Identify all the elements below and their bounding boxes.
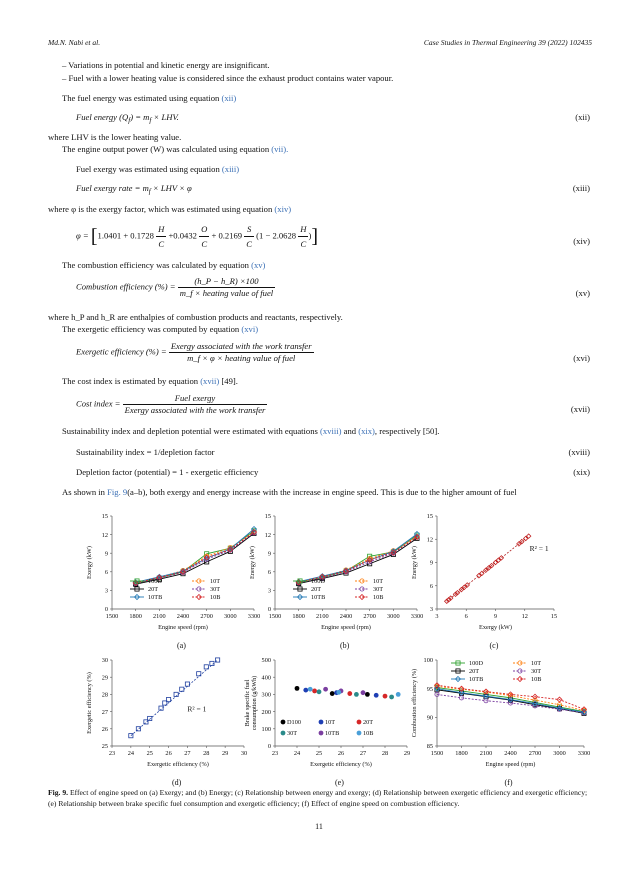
y-tick-label: 9 xyxy=(429,559,433,567)
text: (a–b), both exergy and energy increase with the increase in engine speed. This is due to the higher amount of fuel xyxy=(127,487,517,497)
paragraph xyxy=(48,204,291,215)
equation-link[interactable]: (vii). xyxy=(271,144,289,154)
text: , respectively [50]. xyxy=(374,426,440,436)
legend-label: 10B xyxy=(531,676,542,684)
equation-xvi xyxy=(76,341,314,364)
panel-label: (e) xyxy=(335,778,344,787)
fraction xyxy=(178,276,275,299)
data-point-10TB xyxy=(323,687,328,692)
numerator: (h_P − h_R) ×100 xyxy=(178,276,275,288)
y-tick-label: 3 xyxy=(267,587,271,595)
x-axis-label: Engine speed (rpm) xyxy=(158,624,208,631)
figure-caption xyxy=(48,788,593,809)
fraction xyxy=(244,222,254,251)
equation-number: (xix) xyxy=(573,467,590,477)
denominator: m_f × φ × heating value of fuel xyxy=(187,353,296,363)
data-point-20T xyxy=(347,691,352,696)
chart-panel-d xyxy=(80,652,250,785)
legend-label: 10T xyxy=(210,578,221,586)
equation-number: (xiv) xyxy=(573,236,590,246)
numerator: S xyxy=(244,222,254,237)
x-tick-label: 1500 xyxy=(268,613,282,620)
y-tick-label: 28 xyxy=(101,691,108,699)
series-line-10T xyxy=(136,532,254,586)
y-tick-label: 0 xyxy=(104,606,108,614)
paragraph xyxy=(62,487,517,498)
x-tick-label: 2100 xyxy=(479,750,493,757)
y-axis-label: Combustion efficiency (%) xyxy=(411,668,418,738)
numerator: O xyxy=(199,222,209,237)
panel-label: (a) xyxy=(177,641,186,650)
panel-label: (f) xyxy=(504,778,513,787)
equation-link[interactable]: (xviii) xyxy=(320,426,342,436)
equation-link[interactable]: (xiii) xyxy=(221,164,240,174)
equation-link[interactable]: (xix) xyxy=(358,426,375,436)
x-tick-label: 3300 xyxy=(247,613,261,620)
eq-text: + 0.2169 xyxy=(209,230,245,241)
equation-xiii xyxy=(76,183,192,198)
data-point-30T xyxy=(317,689,322,694)
y-tick-label: 12 xyxy=(426,536,433,544)
legend-label: 100D xyxy=(148,578,162,586)
y-tick-label: 26 xyxy=(101,726,108,733)
equation-xv xyxy=(76,276,275,299)
paragraph xyxy=(62,426,439,437)
legend-label: 100D xyxy=(311,578,325,586)
chart-f xyxy=(405,652,590,780)
chart-panel-b xyxy=(243,508,423,648)
numerator: Fuel exergy xyxy=(123,393,268,405)
eq-text: Cost index = xyxy=(76,398,123,409)
paragraph xyxy=(62,376,238,387)
equation-number: (xii) xyxy=(575,112,590,122)
y-tick-label: 400 xyxy=(261,674,271,682)
x-tick-label: 23 xyxy=(271,750,279,757)
y-tick-label: 90 xyxy=(426,714,433,722)
x-tick-label: 1500 xyxy=(105,613,119,620)
x-tick-label: 30 xyxy=(240,750,248,757)
denominator: C xyxy=(158,239,165,249)
data-point-D100 xyxy=(330,691,335,696)
x-tick-label: 3 xyxy=(435,613,439,620)
y-tick-label: 12 xyxy=(264,531,271,539)
figure-link[interactable]: Fig. 9 xyxy=(107,487,128,497)
x-tick-label: 1800 xyxy=(129,613,142,620)
legend-label: 30T xyxy=(373,586,384,594)
equation-link[interactable]: (xvii) xyxy=(200,376,220,386)
fraction xyxy=(298,222,308,251)
series-line-20T xyxy=(136,533,254,584)
fraction xyxy=(169,341,314,364)
chart-panel-c xyxy=(405,508,560,648)
data-point-D100 xyxy=(365,692,370,697)
x-tick-label: 12 xyxy=(521,613,528,620)
data-point-10T xyxy=(303,688,308,693)
panel-label: (d) xyxy=(172,778,182,787)
chart-a xyxy=(80,508,260,643)
x-tick-label: 24 xyxy=(127,750,135,757)
data-point-D100 xyxy=(295,686,300,691)
y-tick-label: 100 xyxy=(423,657,433,665)
x-tick-label: 29 xyxy=(403,750,411,757)
text: The engine output power (W) was calculated using equation xyxy=(62,144,272,154)
series-line-10B xyxy=(136,532,254,586)
y-tick-label: 15 xyxy=(264,513,271,521)
eq-text: Fuel energy (Q xyxy=(76,112,129,122)
equation-link[interactable]: (xii) xyxy=(221,93,237,103)
x-tick-label: 3000 xyxy=(553,750,566,757)
paragraph xyxy=(62,324,258,335)
x-tick-label: 2700 xyxy=(363,613,376,620)
data-point-10B xyxy=(396,692,401,697)
x-tick-label: 3000 xyxy=(387,613,400,620)
y-tick-label: 85 xyxy=(426,743,433,751)
panel-label: (b) xyxy=(340,641,350,650)
x-tick-label: 2100 xyxy=(316,613,329,620)
legend-label: 20T xyxy=(469,668,480,676)
denominator: Exergy associated with the work transfer xyxy=(124,405,266,415)
numerator: H xyxy=(298,222,308,237)
legend-marker xyxy=(357,720,362,725)
y-axis-label-line: consumption (g/kWh) xyxy=(251,675,258,731)
legend-label: 30T xyxy=(287,730,298,738)
data-point xyxy=(180,687,184,691)
equation-link[interactable]: (xvi) xyxy=(241,324,259,334)
chart-e xyxy=(240,652,413,780)
x-axis-label: Engine speed (rpm) xyxy=(485,761,536,768)
y-tick-label: 30 xyxy=(101,657,108,665)
legend-label: 20T xyxy=(363,719,374,727)
series-line-10TB xyxy=(299,534,417,582)
denominator: m_f × heating value of fuel xyxy=(179,288,274,298)
panel-label: (c) xyxy=(489,641,499,650)
equation-xii xyxy=(76,112,179,127)
x-tick-label: 2400 xyxy=(504,750,517,757)
series-line-10T xyxy=(299,536,417,582)
text: The fuel energy was estimated using equation xyxy=(62,93,222,103)
legend-marker xyxy=(281,731,286,736)
text: As shown in xyxy=(62,487,108,497)
eq-text: (1 − 2.0628 xyxy=(256,230,299,241)
x-tick-label: 27 xyxy=(184,750,191,757)
eq-text: ) xyxy=(308,230,312,241)
x-tick-label: 27 xyxy=(359,750,367,757)
chart-panel-a xyxy=(80,508,260,648)
data-point-10TB xyxy=(361,690,366,695)
series-line-100D xyxy=(136,531,254,584)
paragraph: where h_P and h_R are enthalpies of combustion products and reactants, respectively. xyxy=(48,312,343,322)
paragraph xyxy=(76,164,239,175)
chart-b xyxy=(243,508,423,643)
citation: [49]. xyxy=(219,376,238,386)
y-tick-label: 15 xyxy=(101,513,108,521)
paragraph: where LHV is the lower heating value. xyxy=(48,132,182,142)
x-tick-label: 3300 xyxy=(410,613,424,620)
eq-sub: f xyxy=(148,187,151,196)
denominator: C xyxy=(300,239,307,249)
legend-label: 10B xyxy=(363,730,374,738)
y-tick-label: 6 xyxy=(429,582,433,590)
x-tick-label: 1800 xyxy=(292,613,305,620)
eq-text: × LHV × φ xyxy=(150,183,192,193)
legend-label: 10TB xyxy=(469,676,484,684)
eq-sub: f xyxy=(149,116,152,125)
x-tick-label: 3000 xyxy=(224,613,237,620)
y-tick-label: 0 xyxy=(267,743,271,751)
x-axis-label: Engine speed (rpm) xyxy=(321,624,371,631)
y-tick-label: 500 xyxy=(261,657,271,665)
legend-label: 10TB xyxy=(148,594,163,602)
legend-label: 10T xyxy=(373,578,384,586)
x-tick-label: 25 xyxy=(146,750,153,757)
legend-label: 10T xyxy=(531,660,542,668)
x-tick-label: 28 xyxy=(381,750,389,757)
data-point-10B xyxy=(308,687,313,692)
paragraph xyxy=(62,144,288,155)
chart-panel-f xyxy=(405,652,590,785)
bullet-item: – Variations in potential and kinetic energy are insignificant. xyxy=(62,60,270,70)
series-line-30T xyxy=(299,537,417,586)
x-axis-label: Exergetic efficiency (%) xyxy=(310,761,372,768)
equation-xvii xyxy=(76,393,267,416)
series-line-100D xyxy=(299,535,417,586)
x-tick-label: 1800 xyxy=(455,750,468,757)
x-tick-label: 23 xyxy=(108,750,116,757)
data-point-20T xyxy=(383,694,388,699)
legend-label: 10B xyxy=(210,594,221,602)
fraction xyxy=(123,393,268,416)
data-point-10T xyxy=(374,693,379,698)
y-tick-label: 25 xyxy=(101,743,108,751)
paragraph xyxy=(62,260,265,271)
eq-text: Combustion efficiency (%) = xyxy=(76,281,178,292)
y-tick-label: 9 xyxy=(104,550,108,558)
equation-number: (xiii) xyxy=(572,183,590,193)
eq-text: φ = xyxy=(76,230,91,241)
eq-text: 1.0401 + 0.1728 xyxy=(97,230,157,241)
equation-xix: Depletion factor (potential) = 1 - exergetic efficiency xyxy=(76,467,259,477)
eq-text: Exergetic efficiency (%) = xyxy=(76,346,169,357)
legend-marker xyxy=(319,731,324,736)
y-tick-label: 3 xyxy=(104,587,108,595)
legend-marker xyxy=(281,720,286,725)
y-tick-label: 27 xyxy=(101,708,108,716)
eq-text: × LHV. xyxy=(151,112,179,122)
x-tick-label: 29 xyxy=(221,750,229,757)
series-line-20T xyxy=(299,538,417,586)
legend-label: 10TB xyxy=(325,730,340,738)
text: where φ is the exergy factor, which was estimated using equation xyxy=(48,204,275,214)
x-tick-label: 2400 xyxy=(176,613,190,620)
data-point xyxy=(129,734,133,738)
y-tick-label: 300 xyxy=(261,691,271,699)
y-axis-label: Exergy (kW) xyxy=(86,546,93,579)
legend-label: 30T xyxy=(531,668,542,676)
text: Sustainability index and depletion potential were estimated with equations xyxy=(62,426,320,436)
caption-label: Fig. 9. xyxy=(48,788,69,797)
eq-text: Fuel exergy rate = m xyxy=(76,183,149,193)
chart-d xyxy=(80,652,250,780)
text: The cost index is estimated by equation xyxy=(62,376,201,386)
running-header-authors: Md.N. Nabi et al. xyxy=(48,38,101,47)
equation-number: (xvii) xyxy=(570,404,590,414)
x-tick-label: 1500 xyxy=(430,750,444,757)
x-axis-label: Exergy (kW) xyxy=(479,624,512,631)
legend-label: 20T xyxy=(311,586,322,594)
series-line-10TB xyxy=(136,529,254,582)
x-tick-label: 26 xyxy=(165,750,172,757)
y-tick-label: 29 xyxy=(101,674,108,682)
y-tick-label: 95 xyxy=(426,685,433,693)
y-tick-label: 9 xyxy=(267,550,271,558)
x-tick-label: 6 xyxy=(464,613,468,620)
x-tick-label: 2100 xyxy=(153,613,166,620)
data-point-30T xyxy=(389,695,394,700)
x-tick-label: 2700 xyxy=(200,613,213,620)
legend-label: 20T xyxy=(148,586,159,594)
x-tick-label: 25 xyxy=(315,750,323,757)
equation-xviii: Sustainability index = 1/depletion factor xyxy=(76,447,215,457)
y-tick-label: 15 xyxy=(426,513,433,521)
fraction xyxy=(199,222,209,251)
page-number: 11 xyxy=(315,822,323,831)
chart-panel-e xyxy=(240,652,413,785)
running-header-journal: Case Studies in Thermal Engineering 39 (2022) 102435 xyxy=(423,38,592,47)
numerator: Exergy associated with the work transfer xyxy=(170,341,312,351)
bracket-close-icon: ] xyxy=(311,225,318,248)
text: The exergetic efficiency was computed by equation xyxy=(62,324,242,334)
equation-number: (xviii) xyxy=(568,447,590,457)
numerator: H xyxy=(156,222,166,237)
data-point-20T xyxy=(312,689,317,694)
x-tick-label: 9 xyxy=(493,613,498,620)
x-tick-label: 2700 xyxy=(528,750,542,757)
fraction xyxy=(156,222,166,251)
r-squared-annotation: R² = 1 xyxy=(187,704,207,714)
data-point-10B xyxy=(336,690,341,695)
denominator: C xyxy=(246,239,252,249)
x-tick-label: 2400 xyxy=(339,613,353,620)
chart-c xyxy=(405,508,560,643)
x-axis-label: Exergetic efficiency (%) xyxy=(147,761,209,768)
text: Fuel exergy was estimated using equation xyxy=(76,164,222,174)
caption-text: Effect of engine speed on (a) Exergy; and (b) Energy; (c) Relationship between energy and exergy; (d) Relationship between exergetic efficiency and exergetic efficiency; (e) Relationship between brake specific fuel consumption and exergetic efficiency; (f) Effect of engine speed on combustion efficiency. xyxy=(48,788,588,808)
equation-number: (xvi) xyxy=(573,353,590,363)
bullet-item: – Fuel with a lower heating value is considered since the exhaust product contains water vapour. xyxy=(62,73,394,83)
eq-text: ) = m xyxy=(130,112,150,122)
legend-label: 100D xyxy=(469,660,483,668)
r-squared-annotation: R² = 1 xyxy=(529,543,549,553)
y-tick-label: 3 xyxy=(429,606,433,614)
series-line-30T xyxy=(136,533,254,584)
paragraph xyxy=(62,93,236,104)
x-tick-label: 28 xyxy=(203,750,210,757)
x-tick-label: 24 xyxy=(293,750,301,757)
y-axis-label: Energy (kW) xyxy=(411,546,418,579)
equation-number: (xv) xyxy=(575,288,590,298)
data-point xyxy=(185,682,189,686)
legend-label: D100 xyxy=(287,719,301,727)
legend-marker xyxy=(319,720,324,725)
x-tick-label: 3300 xyxy=(577,750,591,757)
y-tick-label: 200 xyxy=(261,708,271,716)
eq-text: +0.0432 xyxy=(166,230,200,241)
y-axis-label xyxy=(244,676,258,730)
data-point-30T xyxy=(354,692,359,697)
y-axis-label: Exergetic efficiency (%) xyxy=(86,672,93,734)
y-axis-label: Energy (kW) xyxy=(249,546,256,579)
y-tick-label: 100 xyxy=(261,726,271,733)
equation-link[interactable]: (xv) xyxy=(251,260,266,270)
x-tick-label: 15 xyxy=(550,613,558,620)
legend-label: 10B xyxy=(373,594,384,602)
y-tick-label: 12 xyxy=(101,531,108,539)
legend-label: 10T xyxy=(325,719,336,727)
series-line-10B xyxy=(299,537,417,582)
legend-marker xyxy=(357,731,362,736)
denominator: C xyxy=(201,239,208,249)
equation-xiv xyxy=(76,222,318,251)
equation-link[interactable]: (xiv) xyxy=(274,204,292,214)
eq-sub: f xyxy=(128,116,131,125)
x-tick-label: 26 xyxy=(337,750,345,757)
bracket-open-icon: [ xyxy=(90,225,98,248)
legend-label: 30T xyxy=(210,586,221,594)
y-tick-label: 6 xyxy=(104,569,108,576)
legend-label: 10TB xyxy=(311,594,326,602)
y-axis-label-line: Brake specific fuel xyxy=(244,679,251,727)
text: and xyxy=(341,426,359,436)
text: The combustion efficiency was calculated by equation xyxy=(62,260,252,270)
y-tick-label: 6 xyxy=(267,569,271,576)
y-tick-label: 0 xyxy=(267,606,271,614)
